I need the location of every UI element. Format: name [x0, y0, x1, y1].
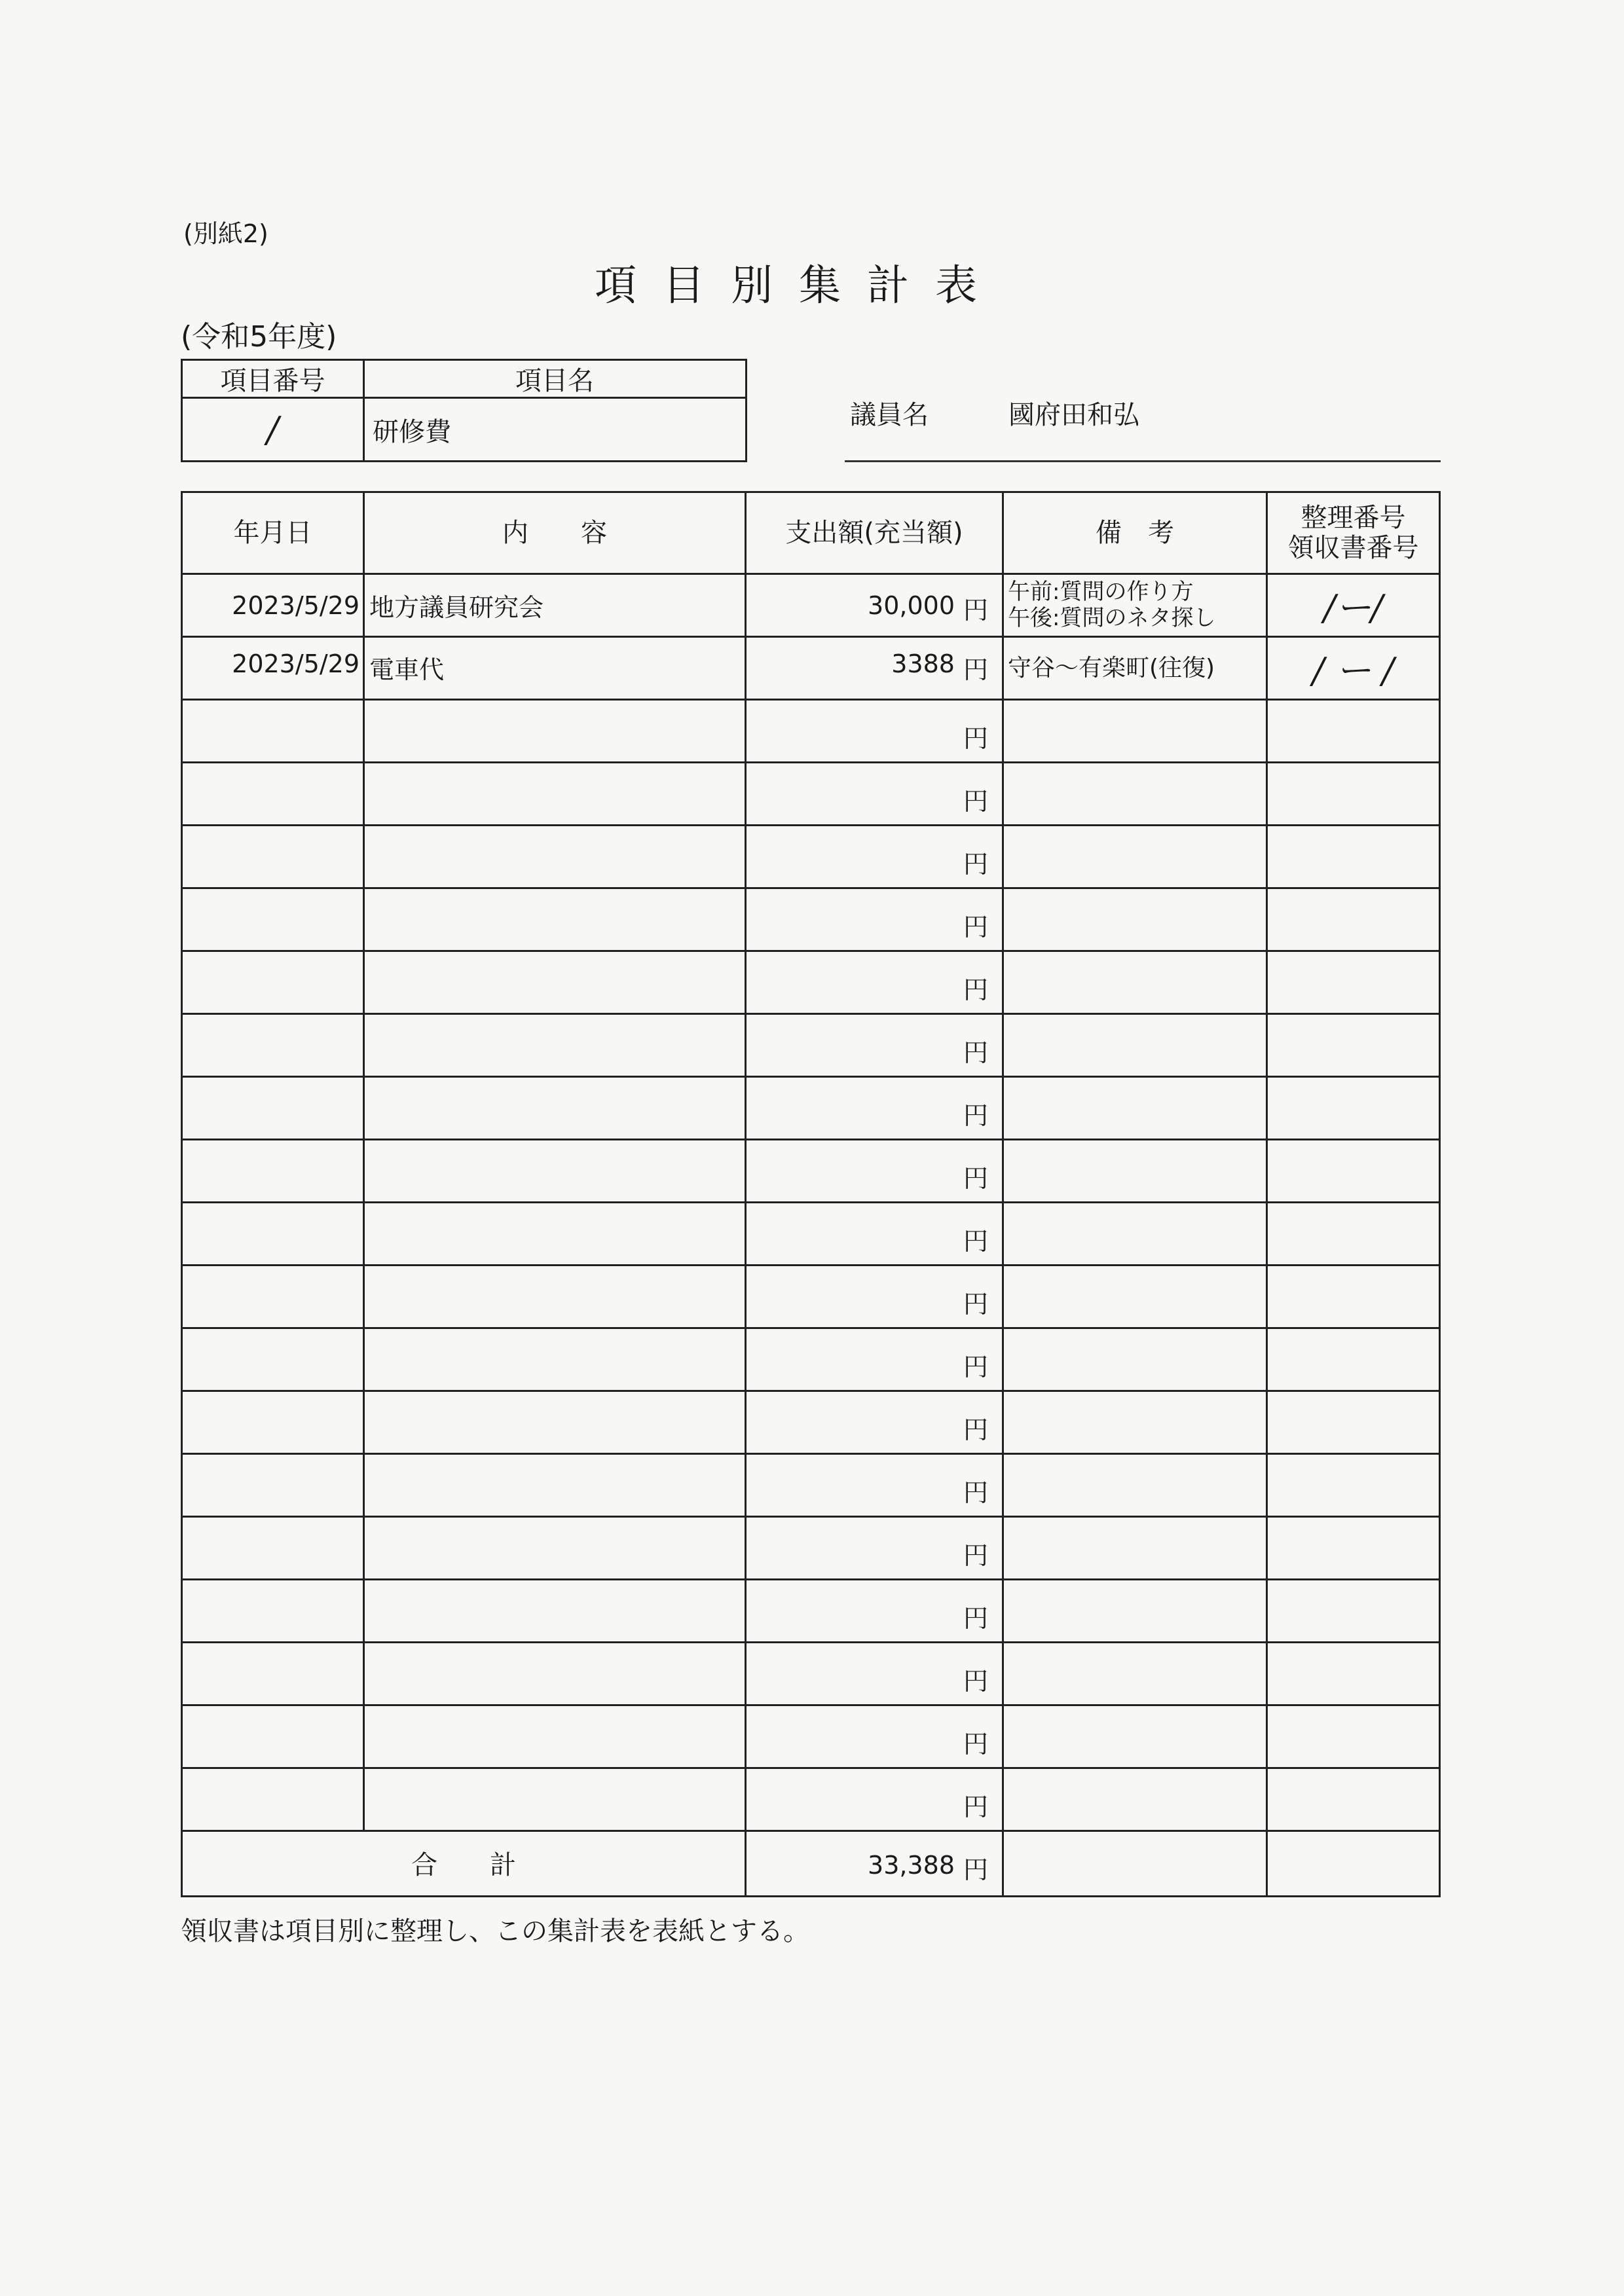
yen-unit: 円 — [963, 975, 989, 1004]
row-divider — [183, 699, 1439, 701]
yen-unit: 円 — [963, 655, 989, 684]
attachment-label: (別紙2) — [183, 219, 268, 248]
row-divider — [183, 1201, 1439, 1203]
row1-remarks — [1008, 575, 1266, 636]
page-title: 項目別集計表 — [595, 262, 1003, 310]
yen-unit: 円 — [963, 1353, 989, 1381]
column-divider — [363, 493, 365, 1830]
member-name: 國府田和弘 — [1008, 400, 1139, 430]
row-divider — [183, 1139, 1439, 1140]
row1-amount: 30,000 — [868, 591, 955, 620]
item-number-label: 項目番号 — [220, 366, 325, 396]
row1-content: 地方議員研究会 — [369, 593, 544, 622]
yen-unit: 円 — [963, 1415, 989, 1444]
row-divider — [183, 1076, 1439, 1078]
row2-ref: / ー / — [1312, 650, 1394, 691]
header-amount: 支出額(充当額) — [785, 518, 963, 548]
row2-date: 2023/5/29 — [232, 649, 360, 678]
row-divider — [183, 1516, 1439, 1518]
member-underline — [845, 460, 1441, 462]
row-divider — [183, 1453, 1439, 1455]
row-divider — [183, 761, 1439, 763]
item-name-value: 研修費 — [373, 416, 451, 447]
total-label: 合 計 — [411, 1850, 516, 1880]
total-amount: 33,388 — [868, 1851, 955, 1880]
yen-unit: 円 — [963, 1793, 989, 1821]
expense-table — [181, 491, 1441, 1897]
row1-ref: /ー/ — [1323, 587, 1383, 629]
yen-unit: 円 — [963, 1730, 989, 1758]
row1-remarks-line2: 午後:質問のネタ探し — [1008, 604, 1216, 631]
header-ref-line2: 領収書番号 — [1287, 533, 1419, 563]
yen-unit: 円 — [963, 1855, 989, 1884]
row-divider — [183, 1767, 1439, 1769]
header-ref-line1: 整理番号 — [1301, 503, 1406, 533]
row1-remarks-line1: 午前:質問の作り方 — [1008, 579, 1194, 606]
yen-unit: 円 — [963, 1227, 989, 1256]
yen-unit: 円 — [963, 1541, 989, 1570]
column-divider — [745, 493, 747, 1895]
header-content: 内 容 — [502, 518, 607, 548]
item-name-label: 項目名 — [515, 366, 594, 396]
yen-unit: 円 — [963, 1290, 989, 1319]
item-header-table — [181, 359, 747, 462]
fiscal-year: (令和5年度) — [181, 320, 337, 354]
header-ref-number — [1268, 493, 1439, 573]
header-date: 年月日 — [233, 518, 312, 548]
row1-date: 2023/5/29 — [232, 591, 360, 620]
row2-amount: 3388 — [891, 649, 955, 678]
footer-note: 領収書は項目別に整理し、この集計表を表紙とする。 — [181, 1916, 809, 1946]
row-divider — [183, 1830, 1439, 1832]
yen-unit: 円 — [963, 1667, 989, 1696]
member-label: 議員名 — [850, 400, 929, 430]
column-divider — [1002, 493, 1004, 1895]
yen-unit: 円 — [963, 1164, 989, 1193]
row-divider — [183, 1013, 1439, 1015]
row-divider — [183, 1641, 1439, 1643]
yen-unit: 円 — [963, 787, 989, 816]
yen-unit: 円 — [963, 724, 989, 753]
yen-unit: 円 — [963, 850, 989, 879]
yen-unit: 円 — [963, 1038, 989, 1067]
row-divider — [183, 887, 1439, 889]
row-divider — [183, 1327, 1439, 1329]
column-divider — [1266, 493, 1268, 1895]
yen-unit: 円 — [963, 913, 989, 941]
yen-unit: 円 — [963, 1604, 989, 1633]
row-divider — [183, 1704, 1439, 1706]
row-divider — [183, 1578, 1439, 1580]
row2-remarks: 守谷～有楽町(往復) — [1008, 655, 1215, 682]
row2-content: 電車代 — [369, 655, 445, 684]
header-remarks: 備 考 — [1096, 518, 1174, 548]
yen-unit: 円 — [963, 596, 989, 625]
yen-unit: 円 — [963, 1101, 989, 1130]
row-divider — [183, 950, 1439, 952]
item-number-value: / — [267, 409, 279, 450]
row-divider — [183, 824, 1439, 826]
row-divider — [183, 1390, 1439, 1392]
row-divider — [183, 1264, 1439, 1266]
yen-unit: 円 — [963, 1478, 989, 1507]
